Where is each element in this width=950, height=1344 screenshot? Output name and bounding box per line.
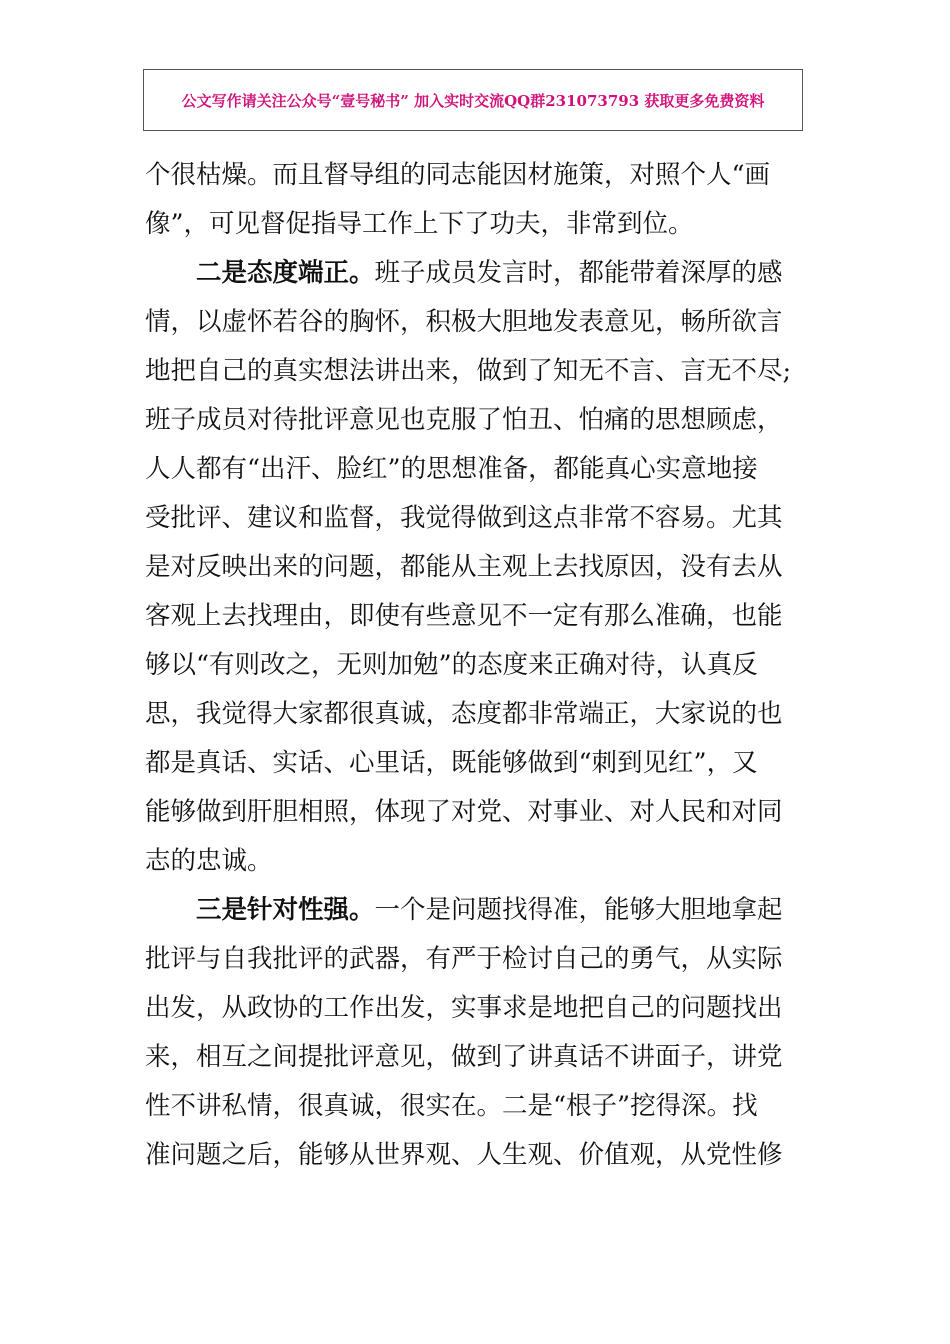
paragraph-line: 来，相互之间提批评意见，做到了讲真话不讲面子，讲党 [145,1042,783,1072]
paragraph-heading: 二是态度端正。 [196,258,375,288]
paragraph-line: 客观上去找理由，即使有些意见不一定有那么准确，也能 [145,601,783,631]
paragraph-line-text: 一个是问题找得准，能够大胆地拿起 [374,895,783,925]
paragraph-line: 人人都有“出汗、脸红”的思想准备，都能真心实意地接 [145,454,758,484]
paragraph-first-line [145,249,785,298]
paragraph-line: 能够做到肝胆相照，体现了对党、对事业、对人民和对同 [145,797,783,827]
paragraph-line: 像”，可见督促指导工作上下了功夫，非常到位。 [145,209,694,239]
paragraph-line-text: 班子成员发言时，都能带着深厚的感 [374,258,783,288]
paragraph-line: 个很枯燥。而且督导组的同志能因材施策，对照个人“画 [145,160,771,190]
paragraph-line: 准问题之后，能够从世界观、人生观、价值观，从党性修 [145,1140,783,1170]
paragraph-line: 是对反映出来的问题，都能从主观上去找原因，没有去从 [145,552,783,582]
paragraph-line: 情，以虚怀若谷的胸怀，积极大胆地发表意见，畅所欲言 [145,307,783,337]
paragraph-2 [145,249,792,886]
paragraph-line: 班子成员对待批评意见也克服了怕丑、怕痛的思想顾虑， [145,405,783,435]
paragraph-line: 够以“有则改之，无则加勉”的态度来正确对待，认真反 [145,650,758,680]
paragraph-line: 都是真话、实话、心里话，既能够做到“刺到见红”，又 [145,748,758,778]
paragraph-3 [145,886,785,1180]
paragraph-first-line [145,886,785,935]
paragraph-line: 地把自己的真实想法讲出来，做到了知无不言、言无不尽; [145,356,792,386]
document-body [145,151,792,1180]
promo-banner [143,69,803,131]
paragraph-heading: 三是针对性强。 [196,895,375,925]
paragraph-line: 批评与自我批评的武器，有严于检讨自己的勇气，从实际 [145,944,783,974]
paragraph-line: 出发，从政协的工作出发，实事求是地把自己的问题找出 [145,993,783,1023]
paragraph-line: 志的忠诚。 [145,846,273,876]
paragraph-line: 受批评、建议和监督，我觉得做到这点非常不容易。尤其 [145,503,783,533]
paragraph-line: 思，我觉得大家都很真诚，态度都非常端正，大家说的也 [145,699,783,729]
promo-banner-text: 公文写作请关注公众号“壹号秘书” 加入实时交流QQ群231073793 获取更多免费资料 [181,91,765,110]
paragraph-1 [145,151,785,249]
paragraph-line: 性不讲私情，很真诚，很实在。二是“根子”挖得深。找 [145,1091,758,1121]
